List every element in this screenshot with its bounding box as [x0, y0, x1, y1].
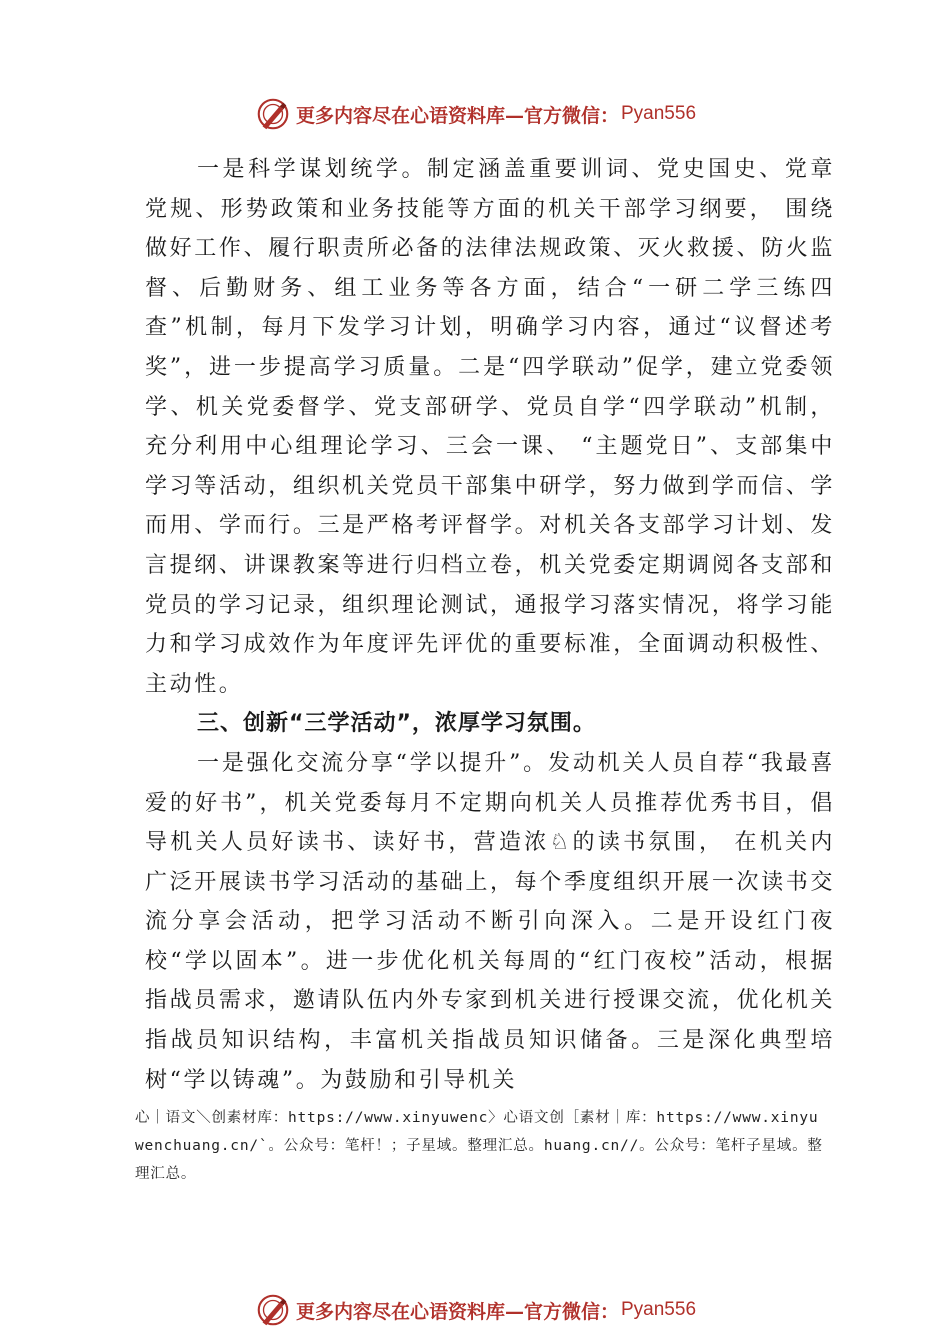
pen-logo-icon [254, 1291, 292, 1329]
section-heading: 三、创新“三学活动”，浓厚学习氛围。 [197, 711, 596, 737]
paragraph-study-planning: 一是科学谋划统学。制定涵盖重要训词、党史国史、党章党规、形势政策和业务技能等方面的机关干部学习纲要， 围绕做好工作、履行职责所必备的法律法规政策、灭火救援、防火监督、后勤财务、组工业务等各方面，结合“一研二学三练四查”机制，每月下发学习计划，明确学习内容，通过“议督述考奖”，进一步提高学习质量。二是“四学联动”促学，建立党委领学、机关党委督学、党支部研学、党员自学“四学联动”机制，充分利用中心组理论学习、三会一课、 “主题党日”、支部集中学习等活动，组织机关党员干部集中研学，努力做到学而信、学而用、学而行。三是严格考评督学。对机关各支部学习计划、发言提纲、讲课教案等进行归档立卷，机关党委定期调阅各支部和党员的学习记录，组织理论测试，通报学习落实情况，将学习能力和学习成效作为年度评先评优的重要标准，全面调动积极性、主动性。 [145, 157, 835, 697]
source-footnote: 心｜语文＼创素材库：https://www.xinyuwenc〉心语文创［素材｜库：https://www.xinyuwenchuang.cn/`。公众号：笔杆！；子星域。整理汇总。huang.cn//。公众号：笔杆子星域。整理汇总。 [135, 1110, 823, 1182]
paragraph-study-activities: 一是强化交流分享“学以提升”。发动机关人员自荐“我最喜爱的好书”，机关党委每月不定期向机关人员推荐优秀书目，倡导机关人员好读书、读好书，营造浓♘的读书氛围， 在机关内广泛开展读书学习活动的基础上，每个季度组织开展一次读书交流分享会活动，把学习活动不断引向深入。二是开设红门夜校“学以固本”。进一步优化机关每周的“红门夜校”活动，根据指战员需求，邀请队伍内外专家到机关进行授课交流，优化机关指战员知识结构，丰富机关指战员知识储备。三是深化典型培树“学以铸魂”。为鼓励和引导机关 [145, 750, 835, 1093]
banner-wechat-id: Pyan556 [621, 103, 697, 124]
footer-watermark-banner [0, 1288, 950, 1332]
header-watermark-banner [0, 92, 950, 136]
banner-wechat-id: Pyan556 [621, 1299, 697, 1320]
pen-logo-icon [254, 95, 292, 133]
banner-text: 更多内容尽在心语资料库—官方微信： [295, 1300, 619, 1323]
document-body [145, 150, 835, 1100]
banner-text: 更多内容尽在心语资料库—官方微信： [295, 104, 619, 127]
